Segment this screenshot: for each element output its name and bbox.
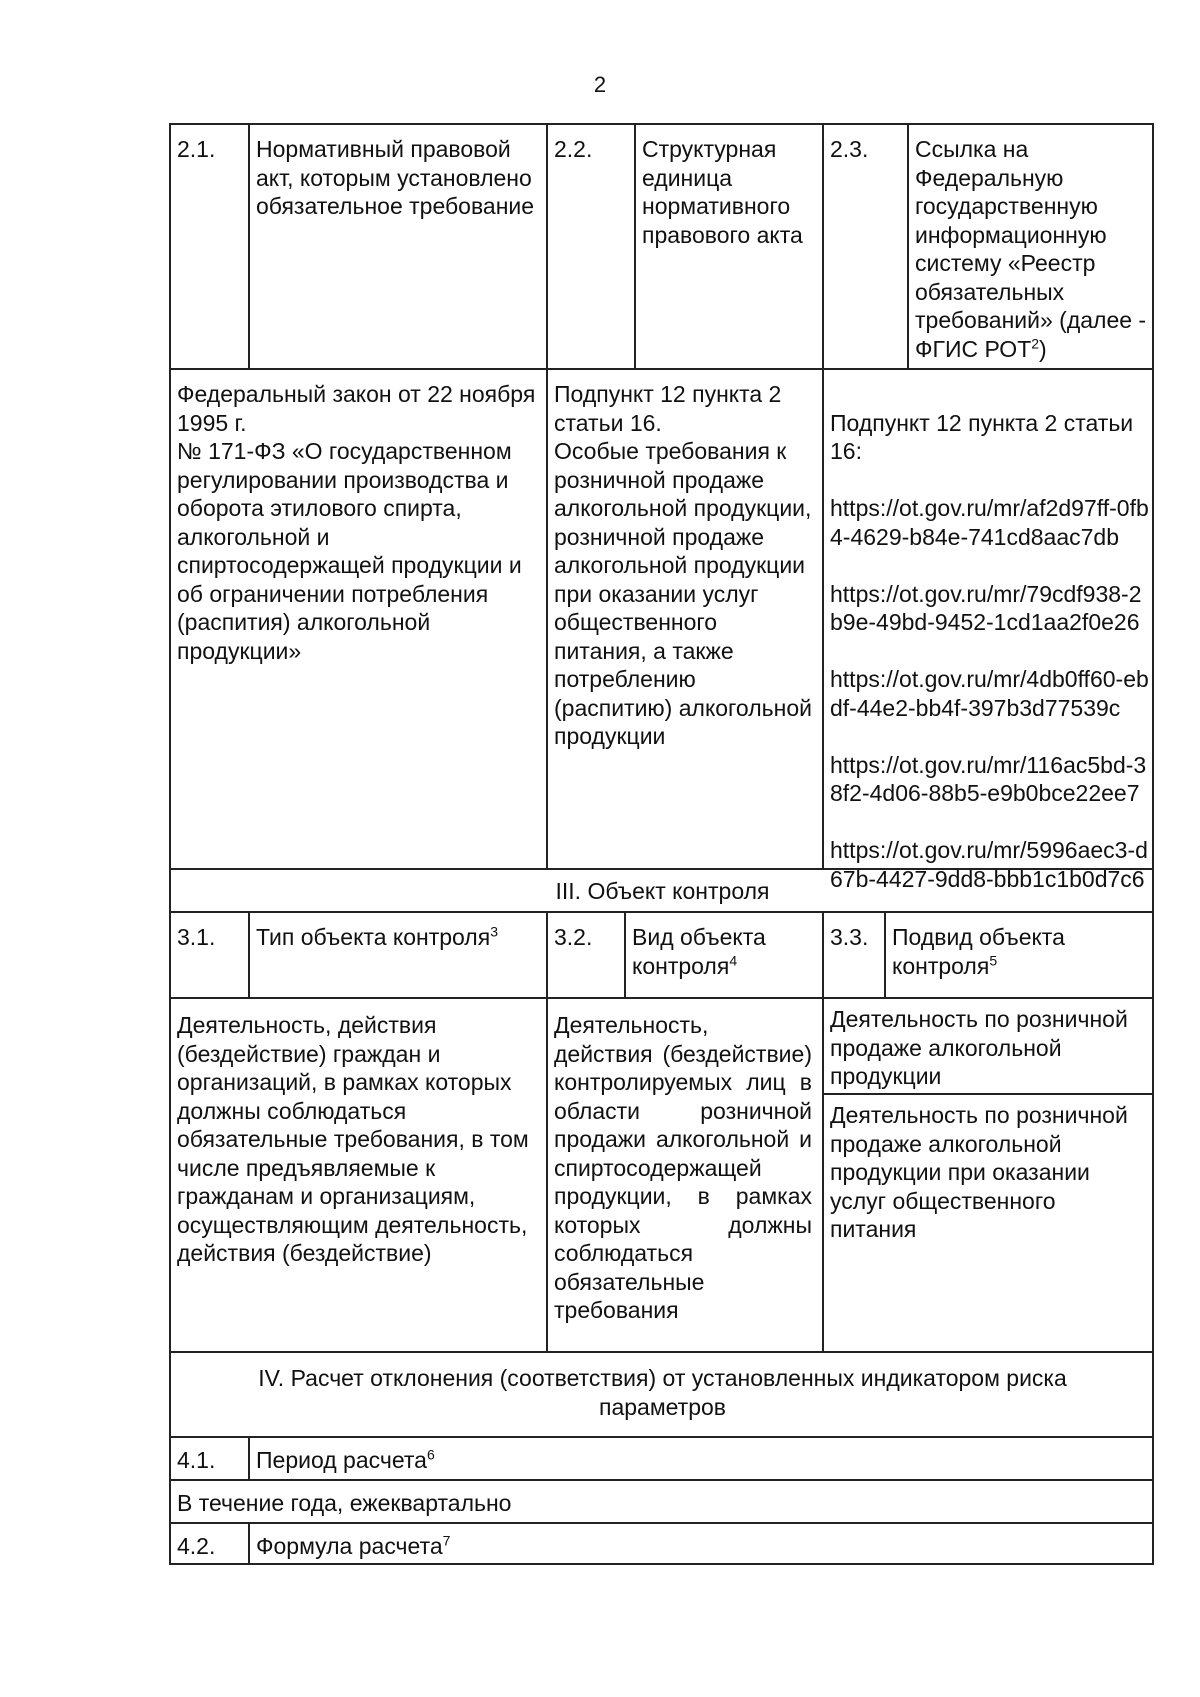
header-object-type — [250, 913, 546, 952]
section-title-deviation-calculation: IV. Расчет отклонения (соответствия) от установленных индикатором риска параметров — [258, 1365, 1067, 1420]
header-calculation-formula — [250, 1524, 1154, 1561]
calculation-period-value: В течение года, ежеквартально — [177, 1490, 512, 1516]
item-number-3-2: 3.2. — [554, 924, 593, 950]
item-number-2-2: 2.2. — [554, 136, 593, 162]
header-fgis-rot-text: Ссылка на Федеральную государственную информационную систему «Реестр обязательных требований» (далее - ФГИС РОТ — [915, 136, 1147, 362]
item-number-2-1: 2.1. — [177, 136, 216, 162]
legal-act-value: Федеральный закон от 22 ноября 1995 г. № 171-ФЗ «О государственном регулировании производства и оборота этилового спирта, алкогольной и спиртосодержащей продукции и об ограничении потребления (распития) алкогольной продукции» — [177, 381, 536, 664]
closing-paren: ) — [1039, 335, 1047, 362]
footnote-ref: 4 — [729, 951, 738, 968]
header-structural-unit: Структурная единица нормативного правового акта — [642, 136, 803, 248]
registry-link[interactable]: https://ot.gov.ru/mr/5996aec3-d67b-4427-9dd8-bbb1c1b0d7c6 — [830, 837, 1148, 892]
header-calculation-period — [250, 1438, 1154, 1475]
header-calculation-period-text: Период расчета — [256, 1447, 427, 1473]
header-object-type-text: Тип объекта контроля — [256, 924, 491, 950]
header-fgis-rot-link — [909, 125, 1154, 363]
footnote-ref: 2 — [1031, 334, 1040, 351]
links-intro: Подпункт 12 пункта 2 статьи 16: — [830, 409, 1134, 464]
object-subkind-retail: Деятельность по розничной продаже алкогольной продукции — [830, 1006, 1128, 1089]
header-calculation-formula-text: Формула расчета — [256, 1533, 443, 1559]
object-type-value: Деятельность, действия (бездействие) граждан и организаций, в рамках которых должны соблюдаться обязательные требования, в том числе предъявляемые к гражданам и организациям, осуществляющим деятельность, действия (бездействие) — [177, 1012, 529, 1266]
footnote-ref: 5 — [989, 951, 998, 968]
object-kind-value: Деятельность, действия (бездействие) контролируемых лиц в области розничной продажи алкогольной и спиртосодержащей продукции, в рамках которых должны соблюдаться обязательные требования — [554, 1012, 812, 1323]
item-number-3-1: 3.1. — [177, 924, 216, 950]
header-object-subkind — [886, 913, 1154, 980]
registry-link[interactable]: https://ot.gov.ru/mr/116ac5bd-38f2-4d06-88b5-e9b0bce22ee7 — [830, 751, 1147, 806]
object-subkind-catering: Деятельность по розничной продаже алкогольной продукции при оказании услуг общественного питания — [830, 1102, 1128, 1242]
item-number-2-3: 2.3. — [830, 136, 869, 162]
registry-link[interactable]: https://ot.gov.ru/mr/af2d97ff-0fb4-4629-b84e-741cd8aac7db — [830, 495, 1149, 550]
header-legal-act: Нормативный правовой акт, которым установлено обязательное требование — [256, 136, 535, 219]
section-title-control-object: III. Объект контроля — [555, 878, 770, 904]
item-number-4-2: 4.2. — [177, 1533, 216, 1559]
item-number-3-3: 3.3. — [830, 924, 869, 950]
item-number-4-1: 4.1. — [177, 1447, 216, 1473]
registry-link[interactable]: https://ot.gov.ru/mr/79cdf938-2b9e-49bd-9452-1cd1aa2f0e26 — [830, 580, 1142, 635]
fgis-rot-links — [824, 370, 1154, 922]
structural-unit-value: Подпункт 12 пункта 2 статьи 16. Особые требования к розничной продаже алкогольной продукции, розничной продаже алкогольной продукции при оказании услуг общественного питания, а также потреблению (распитию) алкогольной продукции — [554, 381, 812, 749]
header-object-kind — [626, 913, 822, 980]
page-number: 2 — [593, 72, 607, 97]
footnote-ref: 7 — [442, 1532, 451, 1549]
header-object-subkind-text: Подвид объекта контроля — [892, 924, 1065, 979]
registry-link[interactable]: https://ot.gov.ru/mr/4db0ff60-ebdf-44e2-bb4f-397b3d77539c — [830, 666, 1149, 721]
footnote-ref: 6 — [426, 1446, 435, 1463]
header-object-kind-text: Вид объекта контроля — [632, 924, 766, 979]
footnote-ref: 3 — [490, 923, 498, 940]
